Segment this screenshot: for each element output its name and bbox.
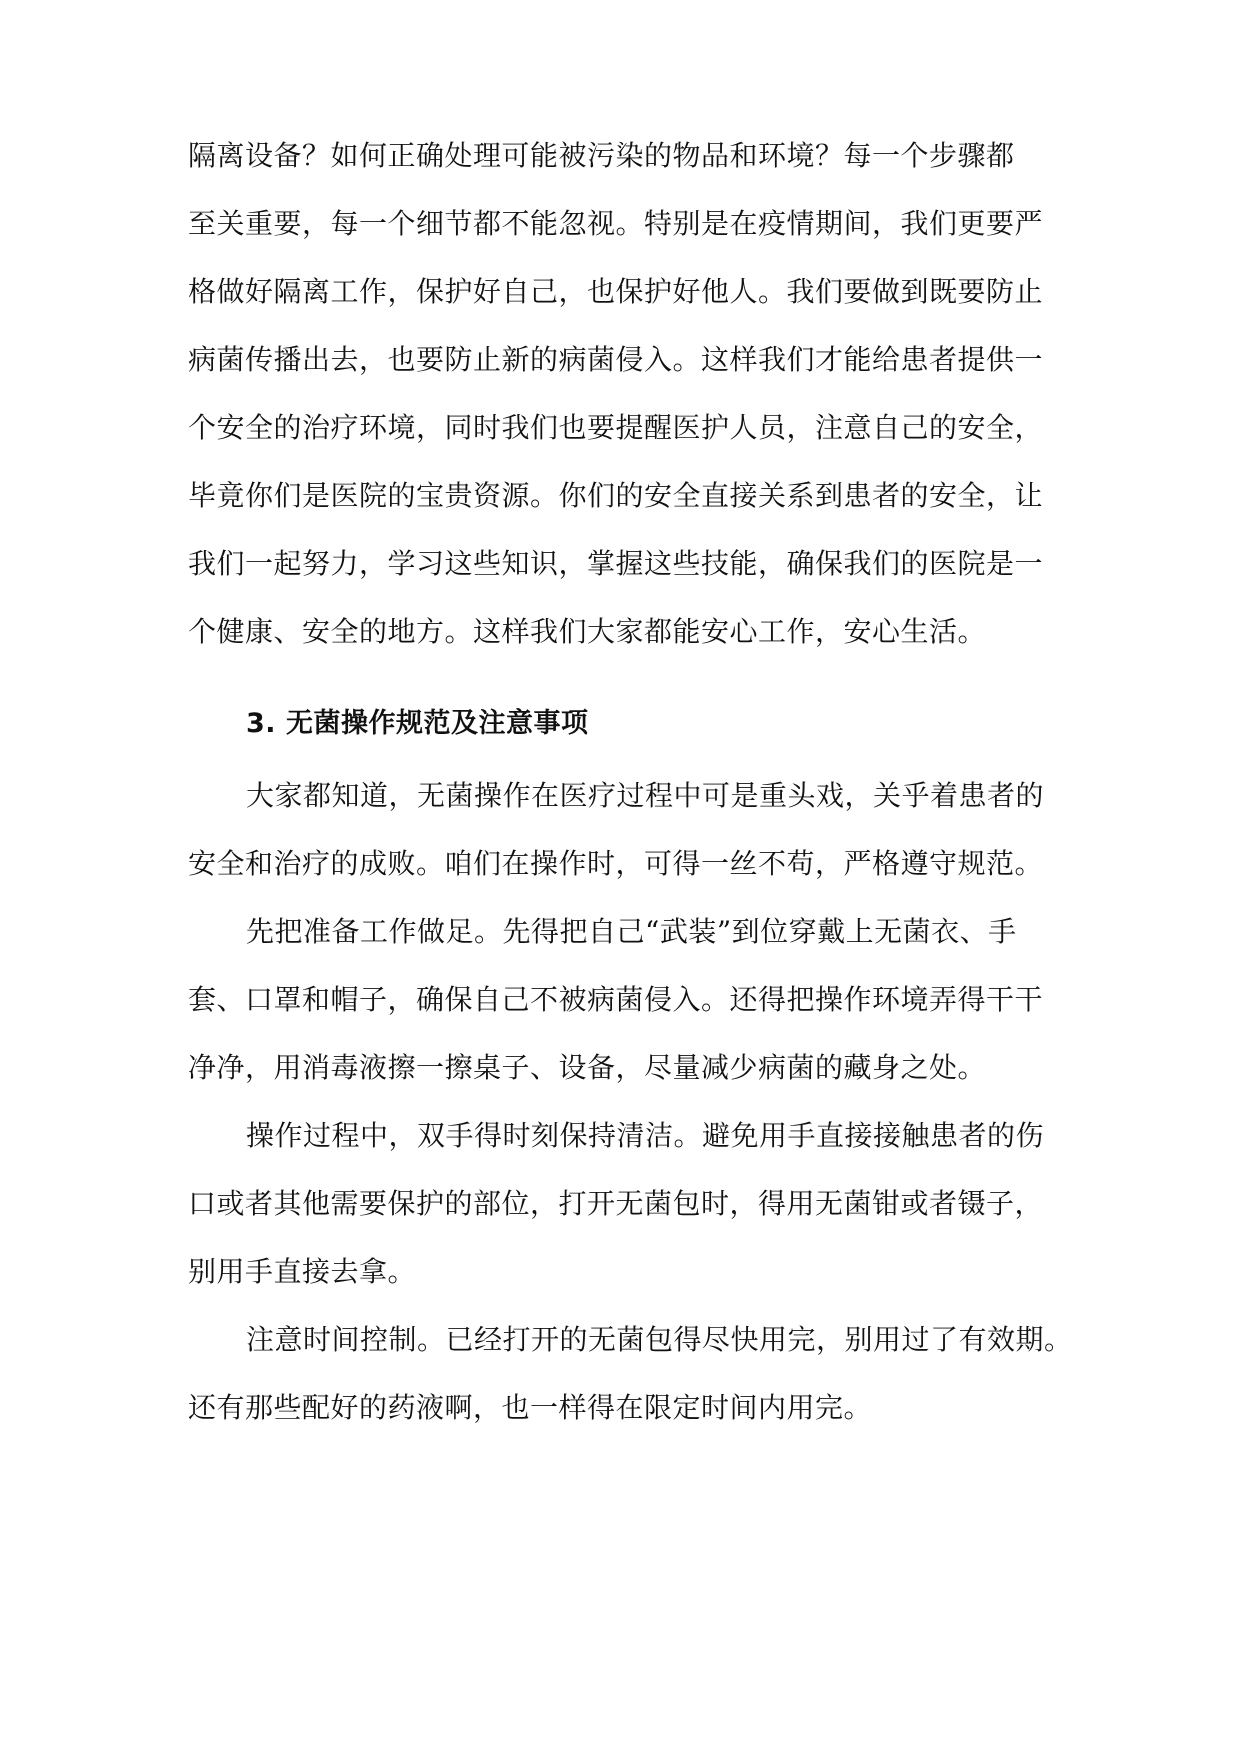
text-line: 还有那些配好的药液啊，也一样得在限定时间内用完。 bbox=[188, 1391, 873, 1424]
text-line: 先把准备工作做足。先得把自己“武装”到位穿戴上无菌衣、手 bbox=[246, 915, 1017, 948]
text-line: 安全和治疗的成败。咱们在操作时，可得一丝不苟，严格遵守规范。 bbox=[188, 847, 1044, 880]
text-line: 个健康、安全的地方。这样我们大家都能安心工作，安心生活。 bbox=[188, 615, 987, 648]
text-line: 操作过程中，双手得时刻保持清洁。避免用手直接接触患者的伤 bbox=[246, 1119, 1045, 1152]
text-line: 别用手直接去拿。 bbox=[188, 1255, 417, 1288]
text-line: 毕竟你们是医院的宝贵资源。你们的安全直接关系到患者的安全，让 bbox=[188, 479, 1044, 512]
text-line: 套、口罩和帽子，确保自己不被病菌侵入。还得把操作环境弄得干干 bbox=[188, 983, 1044, 1016]
text-line: 格做好隔离工作，保护好自己，也保护好他人。我们要做到既要防止 bbox=[188, 275, 1044, 308]
text-line: 至关重要，每一个细节都不能忽视。特别是在疫情期间，我们更要严 bbox=[188, 207, 1044, 240]
text-line: 我们一起努力，学习这些知识，掌握这些技能，确保我们的医院是一 bbox=[188, 547, 1044, 580]
text-line: 注意时间控制。已经打开的无菌包得尽快用完，别用过了有效期。 bbox=[246, 1323, 1073, 1356]
text-line: 隔离设备？如何正确处理可能被污染的物品和环境？每一个步骤都 bbox=[188, 139, 1015, 172]
text-line: 大家都知道，无菌操作在医疗过程中可是重头戏，关乎着患者的 bbox=[246, 779, 1045, 812]
text-line: 净净，用消毒液擦一擦桌子、设备，尽量减少病菌的藏身之处。 bbox=[188, 1051, 987, 1084]
text-line: 个安全的治疗环境，同时我们也要提醒医护人员，注意自己的安全， bbox=[188, 411, 1044, 444]
section-heading: 3. 无菌操作规范及注意事项 bbox=[246, 708, 589, 739]
text-line: 病菌传播出去，也要防止新的病菌侵入。这样我们才能给患者提供一 bbox=[188, 343, 1044, 376]
text-line: 口或者其他需要保护的部位，打开无菌包时，得用无菌钳或者镊子， bbox=[188, 1187, 1044, 1220]
